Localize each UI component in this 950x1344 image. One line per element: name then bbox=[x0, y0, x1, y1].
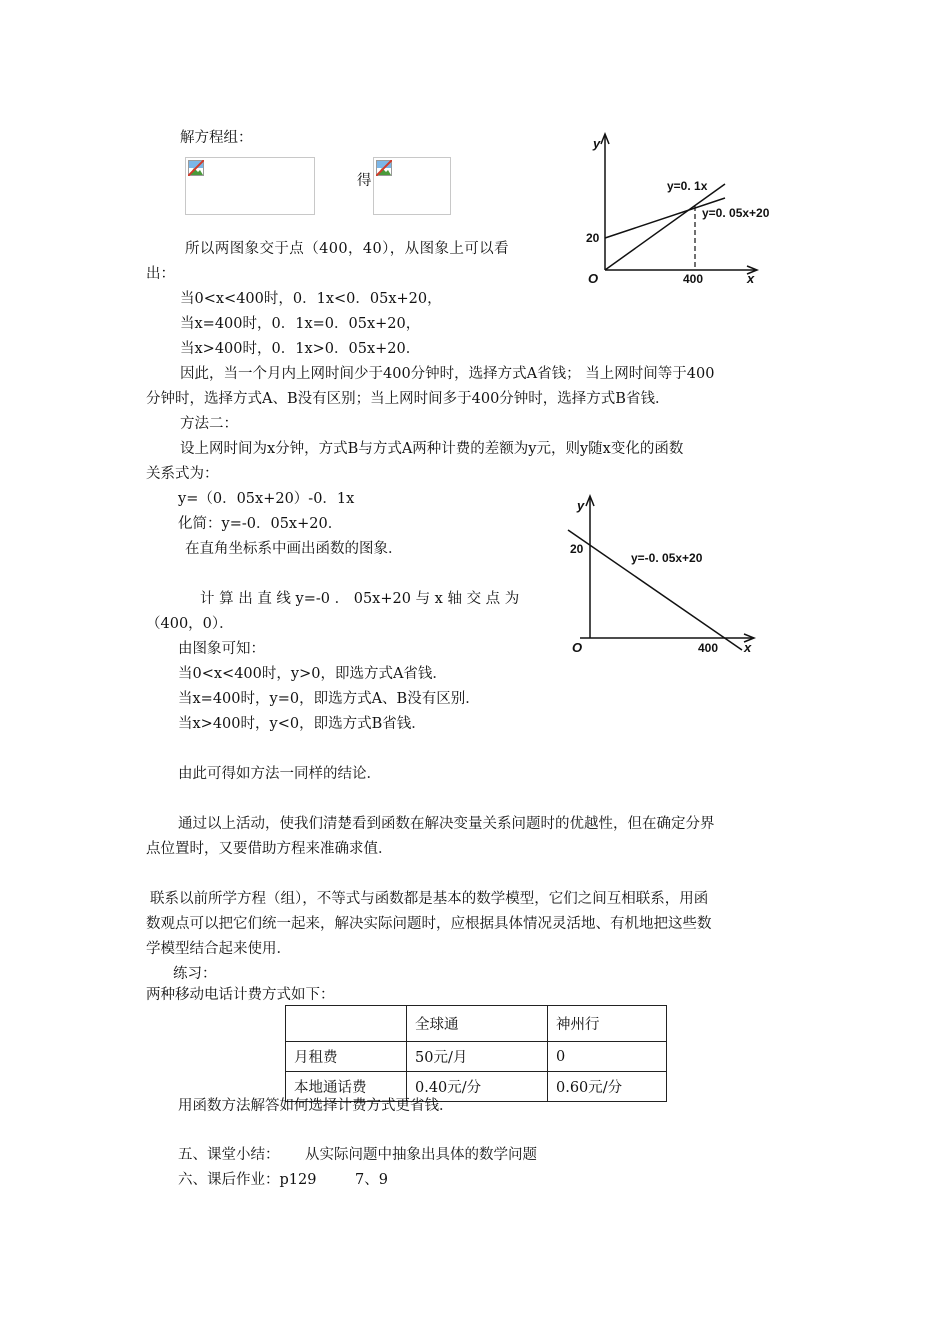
line-difference bbox=[568, 530, 742, 650]
method2-simplified: 化简：y=-0．05x+20． bbox=[178, 516, 343, 532]
method2-intercept-line-2: （400，0）． bbox=[146, 616, 234, 632]
table-header: 神州行 bbox=[548, 1006, 667, 1042]
y-tick-label: 20 bbox=[586, 231, 600, 245]
broken-image-icon bbox=[376, 160, 392, 176]
method2-same-result: 由此可得如方法一同样的结论． bbox=[178, 766, 381, 782]
method2-intercept-line-1: 计 算 出 直 线 y=-0 ． 05x+20 与 x 轴 交 点 为 bbox=[200, 591, 520, 607]
summary-para2-line-1: 联系以前所学方程（组），不等式与函数都是基本的数学模型，它们之间互相联系，用函 bbox=[150, 891, 709, 907]
table-row bbox=[286, 1042, 667, 1072]
solution-image bbox=[373, 157, 451, 215]
y-tick-label: 20 bbox=[570, 542, 584, 556]
get-label: 得 bbox=[357, 173, 372, 189]
equation-system-image bbox=[185, 157, 315, 215]
origin-label: O bbox=[572, 640, 583, 655]
table-cell: 0 bbox=[548, 1042, 667, 1072]
method2-heading: 方法二： bbox=[180, 416, 238, 432]
table-cell: 0.60元/分 bbox=[548, 1072, 667, 1102]
x-tick-label: 400 bbox=[698, 641, 719, 655]
class-summary-label: 五、课堂小结： bbox=[178, 1147, 280, 1163]
x-tick-label: 400 bbox=[683, 272, 704, 286]
x-axis-label: x bbox=[744, 640, 752, 655]
homework-items: 7、9 bbox=[355, 1172, 388, 1188]
table-cell bbox=[286, 1006, 407, 1042]
summary-para2-line-3: 学模型结合起来使用． bbox=[146, 941, 291, 957]
table-header: 全球通 bbox=[407, 1006, 548, 1042]
method2-case-greater: 当x>400时，y<0，即选方式B省钱． bbox=[178, 716, 426, 732]
method2-setup-line-2: 关系式为： bbox=[146, 466, 219, 482]
exercise-heading: 练习： bbox=[173, 966, 217, 982]
method2-setup-line-1: 设上网时间为x分钟，方式B与方式A两种计费的差额为y元，则y随x变化的函数 bbox=[180, 441, 684, 457]
method2-case-equal: 当x=400时，y=0，即选方式A、B没有区别． bbox=[178, 691, 480, 707]
exercise-question: 用函数方法解答如何选择计费方式更省钱． bbox=[178, 1098, 454, 1114]
method1-conclusion-line-2: 分钟时，选择方式A、B没有区别；当上网时间多于400分钟时，选择方式B省钱． bbox=[146, 391, 670, 407]
class-summary-text: 从实际问题中抽象出具体的数学问题 bbox=[305, 1147, 537, 1163]
y-axis-label: y bbox=[577, 498, 585, 513]
method2-draw-text: 在直角坐标系中画出函数的图象． bbox=[185, 541, 403, 557]
rates-table bbox=[285, 1005, 667, 1102]
solve-system-label: 解方程组： bbox=[180, 130, 253, 146]
table-cell: 月租费 bbox=[286, 1042, 407, 1072]
method2-formula: y=（0．05x+20）-0．1x bbox=[178, 491, 355, 507]
homework-label: 六、课后作业：p129 bbox=[178, 1172, 317, 1188]
x-axis-label: x bbox=[747, 271, 755, 286]
method1-case-less: 当0<x<400时，0．1x<0．05x+20， bbox=[180, 291, 442, 307]
line-b-label: y=0. 05x+20 bbox=[702, 206, 770, 220]
line-a bbox=[605, 184, 725, 270]
summary-para1-line-1: 通过以上活动，使我们清楚看到函数在解决变量关系问题时的优越性，但在确定分界 bbox=[178, 816, 715, 832]
method2-case-less: 当0<x<400时，y>0，即选方式A省钱． bbox=[178, 666, 447, 682]
method2-from-graph: 由图象可知： bbox=[178, 641, 265, 657]
intersection-line-1: 所以两图象交于点（400，40），从图象上可以看 bbox=[185, 241, 509, 257]
summary-para2-line-2: 数观点可以把它们统一起来，解决实际问题时，应根据具体情况灵活地、有机地把这些数 bbox=[146, 916, 712, 932]
table-cell: 本地通话费 bbox=[286, 1072, 407, 1102]
method1-case-greater: 当x>400时，0．1x>0．05x+20． bbox=[180, 341, 421, 357]
line-label: y=-0. 05x+20 bbox=[631, 551, 703, 565]
table-cell: 50元/月 bbox=[407, 1042, 548, 1072]
broken-image-icon bbox=[188, 160, 204, 176]
intersection-line-2: 出： bbox=[146, 266, 175, 282]
summary-para1-line-2: 点位置时，又要借助方程来准确求值． bbox=[146, 841, 393, 857]
graph-method2 bbox=[560, 490, 765, 660]
graph-method1 bbox=[575, 130, 775, 290]
table-row bbox=[286, 1006, 667, 1042]
method1-case-equal: 当x=400时，0．1x=0．05x+20， bbox=[180, 316, 421, 332]
table-cell: 0.40元/分 bbox=[407, 1072, 548, 1102]
line-a-label: y=0. 1x bbox=[667, 179, 708, 193]
origin-label: O bbox=[588, 271, 599, 286]
method1-conclusion-line-1: 因此，当一个月内上网时间少于400分钟时，选择方式A省钱； 当上网时间等于400 bbox=[180, 366, 715, 382]
y-axis-label: y bbox=[593, 136, 601, 151]
exercise-intro: 两种移动电话计费方式如下： bbox=[146, 987, 335, 1003]
